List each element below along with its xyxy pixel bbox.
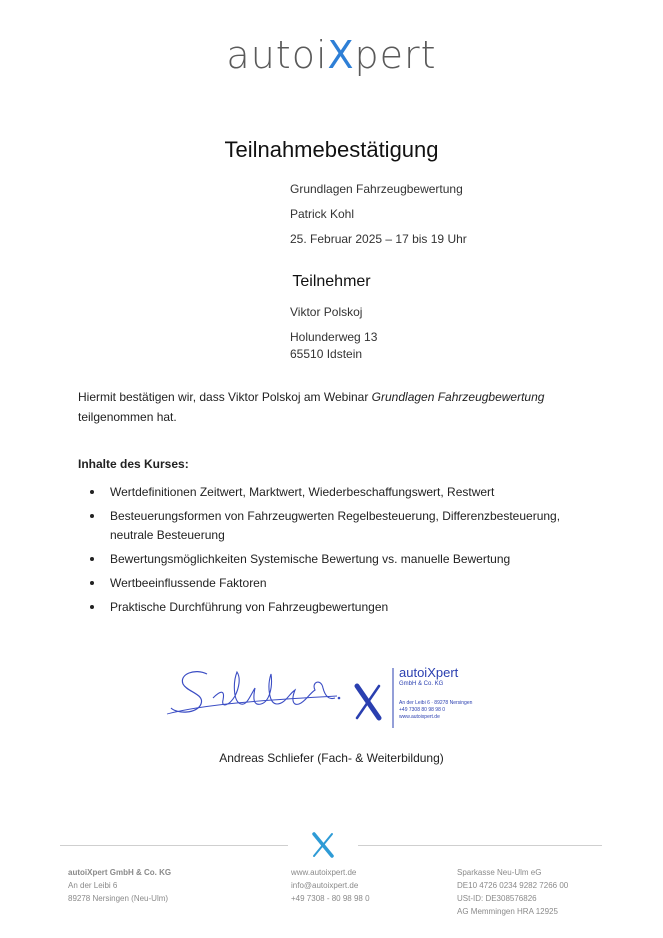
footer-divider-right — [358, 845, 602, 846]
bullet-icon — [90, 557, 94, 561]
bullet-icon — [90, 605, 94, 609]
footer-bank-column — [457, 866, 568, 918]
list-item-text: Wertbeeinflussende Faktoren — [110, 576, 267, 590]
confirmation-text-1: Hiermit bestätigen wir, dass Viktor Polskoj am Webinar — [78, 390, 372, 404]
footer-contact-column — [291, 866, 370, 905]
signer-name: Andreas Schliefer (Fach- & Weiterbildung) — [219, 751, 444, 765]
company-logo — [0, 30, 663, 80]
confirmation-webinar-title: Grundlagen Fahrzeugbewertung — [371, 390, 545, 404]
footer-register: AG Memmingen HRA 12925 — [457, 907, 558, 916]
topic-value: Grundlagen Fahrzeugbewertung — [290, 182, 463, 196]
lecturer-row — [0, 206, 663, 222]
document-title: Teilnahmebestätigung — [224, 137, 439, 162]
participant-address-line2: 65510 Idstein — [290, 347, 363, 361]
footer-x-icon — [311, 831, 335, 859]
footer-phone: +49 7308 - 80 98 98 0 — [291, 894, 370, 903]
stamp-company: autoiXpert — [399, 665, 459, 680]
logo-text-pre: autoi — [226, 33, 328, 77]
course-content-list — [78, 483, 578, 622]
footer-email-link[interactable]: info@autoixpert.de — [291, 881, 359, 890]
participant-name-row — [0, 304, 663, 320]
footer-divider-left — [60, 845, 288, 846]
stamp-text — [399, 666, 472, 720]
logo-text-post: pert — [354, 33, 437, 77]
list-item — [78, 483, 578, 502]
stamp-x-icon — [357, 686, 379, 718]
course-content-heading: Inhalte des Kurses: — [78, 457, 189, 471]
bullet-icon — [90, 490, 94, 494]
footer-web-link[interactable]: www.autoixpert.de — [291, 868, 357, 877]
footer-bank: Sparkasse Neu-Ulm eG — [457, 868, 542, 877]
confirmation-text-2: teilgenommen hat. — [78, 410, 177, 424]
signature-stamp-area — [165, 660, 505, 740]
list-item-text: Besteuerungsformen von Fahrzeugwerten Regelbesteuerung, Differenzbesteuerung, neutrale Besteuerung — [110, 509, 561, 542]
topic-row — [0, 181, 663, 197]
date-row — [0, 231, 663, 247]
list-item — [78, 550, 578, 569]
participant-address-row — [0, 329, 663, 345]
footer-vat: USt-ID: DE308576826 — [457, 894, 537, 903]
participant-address-row-2 — [0, 346, 663, 362]
footer-company: autoiXpert GmbH & Co. KG — [68, 868, 172, 877]
footer-city: 89278 Nersingen (Neu-Ulm) — [68, 894, 169, 903]
list-item — [78, 598, 578, 617]
bullet-icon — [90, 581, 94, 585]
date-value: 25. Februar 2025 – 17 bis 19 Uhr — [290, 232, 467, 246]
stamp-phone: +49 7308 80 98 98 0 — [399, 707, 446, 713]
stamp-web: www.autoixpert.de — [399, 714, 440, 720]
list-item-text: Wertdefinitionen Zeitwert, Marktwert, Wiederbeschaffungswert, Restwert — [110, 485, 495, 499]
list-item-text: Bewertungsmöglichkeiten Systemische Bewertung vs. manuelle Bewertung — [110, 552, 511, 566]
stamp-address: An der Leibi 6 · 89278 Nersingen — [399, 700, 473, 706]
footer-company-column — [68, 866, 171, 905]
participant-address-line1: Holunderweg 13 — [290, 330, 378, 344]
stamp-company-sub: GmbH & Co. KG — [399, 681, 444, 687]
footer-street: An der Leibi 6 — [68, 881, 118, 890]
bullet-icon — [90, 514, 94, 518]
lecturer-value: Patrick Kohl — [290, 207, 355, 221]
logo-x: X — [327, 33, 355, 77]
list-item — [78, 574, 578, 593]
list-item-text: Praktische Durchführung von Fahrzeugbewertungen — [110, 600, 389, 614]
list-item — [78, 507, 578, 545]
participant-section-title: Teilnehmer — [292, 273, 371, 290]
participant-name-value: Viktor Polskoj — [290, 305, 363, 319]
confirmation-paragraph — [78, 387, 578, 427]
footer-iban: DE10 4726 0234 9282 7266 00 — [457, 881, 569, 890]
